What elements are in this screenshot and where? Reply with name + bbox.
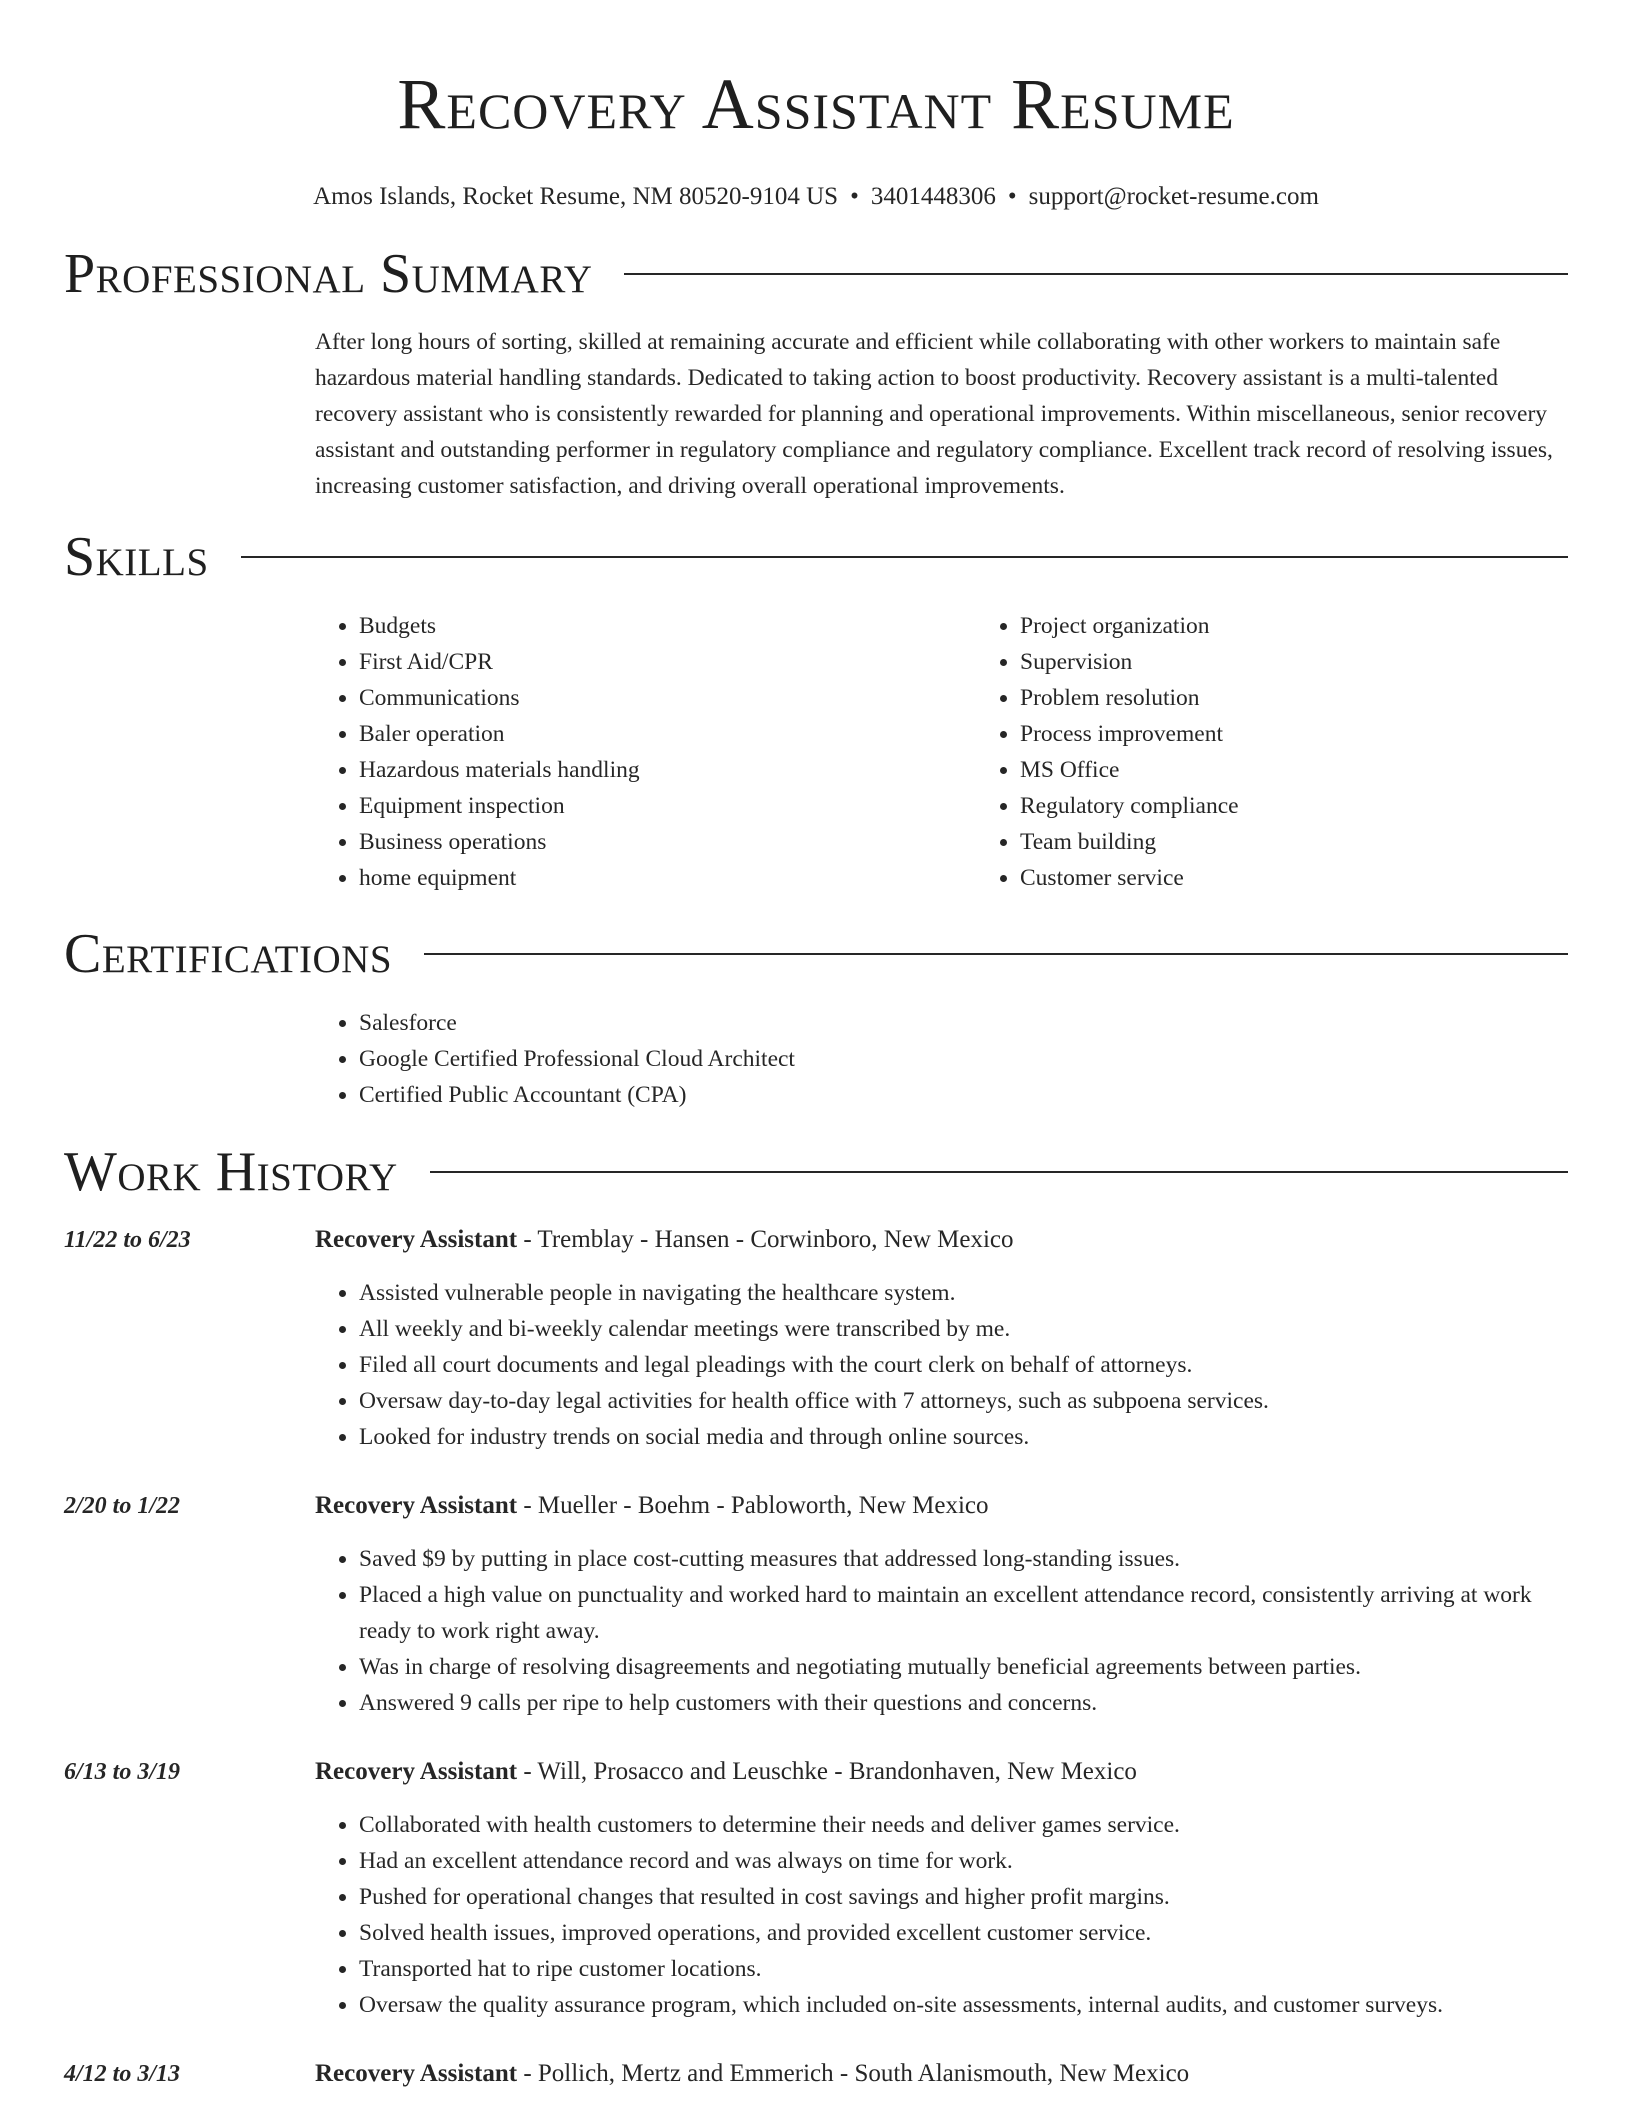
job-bullets <box>315 1541 1568 1721</box>
contact-address: Amos Islands, Rocket Resume, NM 80520-9104 US <box>313 183 839 210</box>
skill-item: • Process improvement <box>1020 716 1632 752</box>
resume-title: Recovery Assistant Resume <box>397 64 1235 144</box>
job-role: Recovery Assistant <box>315 1758 518 1785</box>
job-bullet: • Transported hat to ripe customer locations. <box>359 1951 1568 1987</box>
certification-item: • Certified Public Accountant (CPA) <box>359 1077 1568 1113</box>
section-divider <box>241 556 1568 558</box>
skill-item: • Hazardous materials handling <box>359 752 976 788</box>
skill-item: • Communications <box>359 680 976 716</box>
work-history-section-header <box>64 1137 1568 1207</box>
summary-heading: Professional Summary <box>64 243 593 305</box>
job-body <box>315 1755 1568 2023</box>
job-bullets <box>315 1807 1568 2023</box>
job-body <box>315 1489 1568 1721</box>
skill-item: • First Aid/CPR <box>359 644 976 680</box>
certifications-section <box>315 1005 1568 1113</box>
job-entry <box>64 1755 1568 2023</box>
resume-page <box>64 0 1568 2091</box>
job-bullet: • Collaborated with health customers to determine their needs and deliver games service. <box>359 1807 1568 1843</box>
job-dates: 4/12 to 3/13 <box>64 2061 181 2087</box>
job-bullet: • Had an excellent attendance record and was always on time for work. <box>359 1843 1568 1879</box>
job-bullet: • Oversaw the quality assurance program, which included on-site assessments, internal audits, and customer surveys. <box>359 1987 1568 2023</box>
skill-item: • Project organization <box>1020 608 1632 644</box>
job-bullets <box>315 1275 1568 1455</box>
skills-column-right <box>976 608 1632 896</box>
section-divider <box>424 953 1568 955</box>
skill-item: • Supervision <box>1020 644 1632 680</box>
skill-item: • Team building <box>1020 824 1632 860</box>
section-divider <box>430 1171 1568 1173</box>
job-employer: - Tremblay - Hansen - Corwinboro, New Mexico <box>517 1226 1014 1253</box>
job-heading <box>315 1489 1568 1523</box>
certifications-heading: Certifications <box>64 923 393 985</box>
certification-item: • Google Certified Professional Cloud Architect <box>359 1041 1568 1077</box>
skill-item: • MS Office <box>1020 752 1632 788</box>
job-bullet: • Solved health issues, improved operations, and provided excellent customer service. <box>359 1915 1568 1951</box>
work-history-heading: Work History <box>64 1141 398 1203</box>
job-bullet: • Answered 9 calls per ripe to help customers with their questions and concerns. <box>359 1685 1568 1721</box>
job-heading <box>315 1755 1568 1789</box>
job-entry <box>64 2057 1568 2091</box>
contact-separator: • <box>850 183 859 210</box>
job-dates: 11/22 to 6/23 <box>64 1227 191 1253</box>
skills-heading: Skills <box>64 526 209 588</box>
job-entry <box>64 1223 1568 1455</box>
summary-section <box>315 324 1568 504</box>
certifications-section-header <box>64 919 1568 989</box>
skill-item: • home equipment <box>359 860 976 896</box>
job-bullet: • Oversaw day-to-day legal activities for health office with 7 attorneys, such as subpoena services. <box>359 1383 1568 1419</box>
certifications-list <box>315 1005 1568 1113</box>
job-role: Recovery Assistant <box>315 1492 518 1519</box>
job-bullet: • Placed a high value on punctuality and worked hard to maintain an excellent attendance record, consistently arriving at work ready to work right away. <box>359 1577 1568 1649</box>
job-employer: - Will, Prosacco and Leuschke - Brandonhaven, New Mexico <box>517 1758 1137 1785</box>
skills-column-left <box>315 608 976 896</box>
skills-list <box>315 608 1568 896</box>
job-body <box>315 2057 1568 2091</box>
job-role: Recovery Assistant <box>315 2060 518 2087</box>
job-bullet: • Saved $9 by putting in place cost-cutting measures that addressed long-standing issues. <box>359 1541 1568 1577</box>
contact-separator: • <box>1007 183 1017 210</box>
skill-item: • Customer service <box>1020 860 1632 896</box>
skill-item: • Business operations <box>359 824 976 860</box>
job-employer: - Mueller - Boehm - Pabloworth, New Mexico <box>517 1492 989 1519</box>
certification-item: • Salesforce <box>359 1005 1568 1041</box>
summary-text: After long hours of sorting, skilled at remaining accurate and efficient while collaborating with other workers to maintain safe hazardous material handling standards. Dedicated to taking action to boost productivity. Recovery assistant is a multi-talented recovery assistant who is consistently rewarded for planning and operational improvements. Within miscellaneous, senior recovery assistant and outstanding performer in regulatory compliance and regulatory compliance. Excellent track record of resolving issues, increasing customer satisfaction, and driving overall operational improvements. <box>315 329 1553 499</box>
job-bullet: • Filed all court documents and legal pleadings with the court clerk on behalf of attorneys. <box>359 1347 1568 1383</box>
section-divider <box>624 273 1568 275</box>
job-heading <box>315 2057 1568 2091</box>
job-employer: - Pollich, Mertz and Emmerich - South Alanismouth, New Mexico <box>517 2060 1190 2087</box>
job-bullet: • All weekly and bi-weekly calendar meetings were transcribed by me. <box>359 1311 1568 1347</box>
contact-phone: 3401448306 <box>870 183 996 210</box>
job-bullet: • Was in charge of resolving disagreements and negotiating mutually beneficial agreements between parties. <box>359 1649 1568 1685</box>
skills-section-header <box>64 522 1568 592</box>
skill-item: • Regulatory compliance <box>1020 788 1632 824</box>
job-role: Recovery Assistant <box>315 1226 518 1253</box>
job-body <box>315 1223 1568 1455</box>
job-dates: 6/13 to 3/19 <box>64 1759 181 1785</box>
skill-item: • Budgets <box>359 608 976 644</box>
job-bullet: • Looked for industry trends on social media and through online sources. <box>359 1419 1568 1455</box>
skill-item: • Problem resolution <box>1020 680 1632 716</box>
job-heading <box>315 1223 1568 1257</box>
job-entry <box>64 1489 1568 1721</box>
job-dates: 2/20 to 1/22 <box>64 1493 181 1519</box>
job-bullet: • Pushed for operational changes that resulted in cost savings and higher profit margins. <box>359 1879 1568 1915</box>
job-bullet: • Assisted vulnerable people in navigating the healthcare system. <box>359 1275 1568 1311</box>
contact-line <box>64 182 1568 212</box>
contact-email: support@rocket-resume.com <box>1028 183 1319 210</box>
skill-item: • Baler operation <box>359 716 976 752</box>
summary-section-header <box>64 239 1568 309</box>
skill-item: • Equipment inspection <box>359 788 976 824</box>
